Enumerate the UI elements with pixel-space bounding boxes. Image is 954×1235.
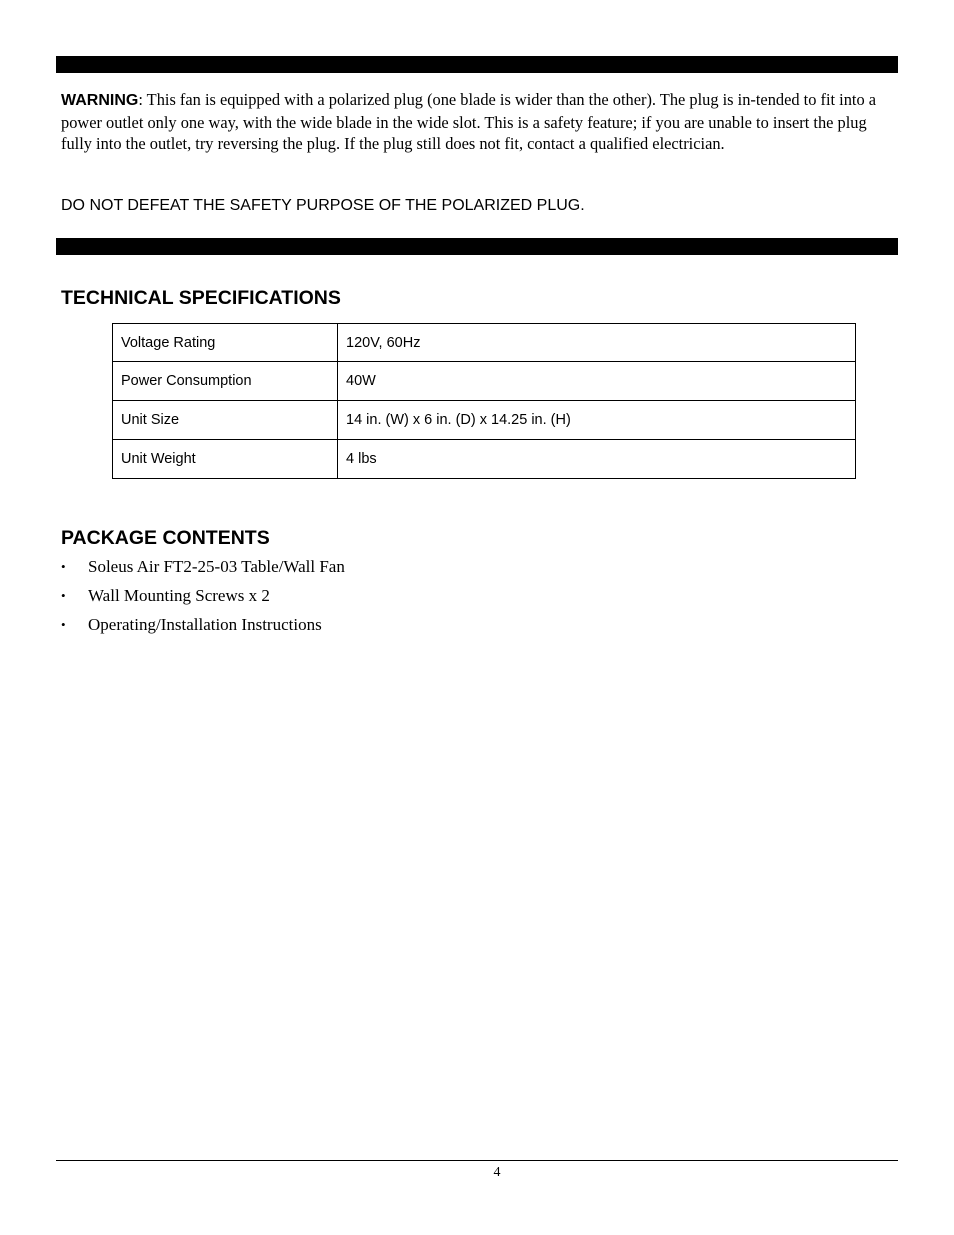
- spec-key: Unit Size: [113, 401, 338, 440]
- bullet-icon: •: [61, 617, 66, 632]
- spec-key: Voltage Rating: [113, 324, 338, 362]
- spec-value: 40W: [338, 362, 856, 401]
- list-item-text: Soleus Air FT2-25-03 Table/Wall Fan: [88, 557, 345, 576]
- spec-value: 14 in. (W) x 6 in. (D) x 14.25 in. (H): [338, 401, 856, 440]
- middle-divider-bar: [56, 238, 898, 255]
- list-item: [61, 584, 345, 613]
- warning-paragraph: [61, 89, 897, 155]
- polarized-plug-notice: DO NOT DEFEAT THE SAFETY PURPOSE OF THE POLARIZED PLUG.: [61, 197, 585, 214]
- spec-value: 120V, 60Hz: [338, 324, 856, 362]
- spec-key: Unit Weight: [113, 440, 338, 479]
- list-item: [61, 613, 345, 642]
- table-row: [113, 401, 856, 440]
- package-contents-title: PACKAGE CONTENTS: [61, 527, 270, 549]
- list-item-text: Operating/Installation Instructions: [88, 615, 322, 634]
- top-divider-bar: [56, 56, 898, 73]
- table-row: [113, 362, 856, 401]
- list-item-text: Wall Mounting Screws x 2: [88, 586, 270, 605]
- technical-specifications-title: TECHNICAL SPECIFICATIONS: [61, 287, 341, 309]
- spec-value: 4 lbs: [338, 440, 856, 479]
- table-row: [113, 324, 856, 362]
- warning-label: WARNING: [61, 92, 139, 109]
- table-row: [113, 440, 856, 479]
- specifications-table: [112, 323, 856, 479]
- spec-key: Power Consumption: [113, 362, 338, 401]
- page-number: 4: [493, 1165, 501, 1180]
- bullet-icon: •: [61, 588, 66, 603]
- warning-text: : This fan is equipped with a polarized plug (one blade is wider than the other). The plug is in-tended to fit into a power outlet only one way, with the wide blade in the wide slot. This is a safety feature; if you are unable to insert the plug fully into the outlet, try reversing the plug. If the plug still does not fit, contact a qualified electrician.: [61, 90, 877, 153]
- footer-rule: [56, 1160, 898, 1161]
- bullet-icon: •: [61, 559, 66, 574]
- package-contents-list: [61, 555, 345, 642]
- list-item: [61, 555, 345, 584]
